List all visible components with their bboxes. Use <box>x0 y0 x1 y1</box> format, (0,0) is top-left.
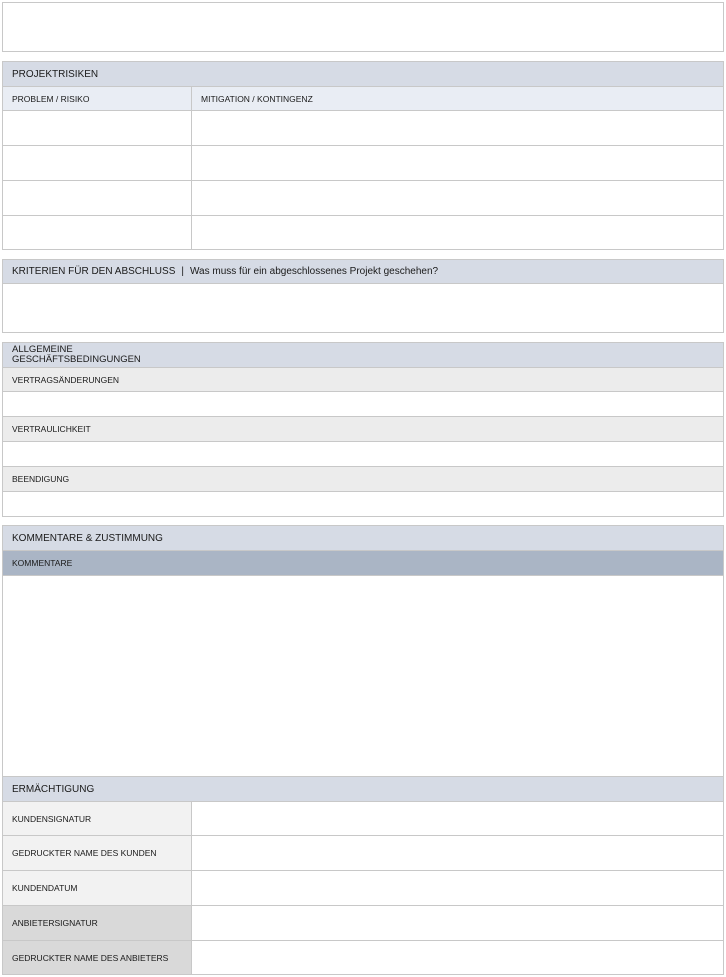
comments-label: KOMMENTARE <box>12 558 73 568</box>
risks-title: PROJEKTRISIKEN <box>12 68 99 80</box>
top-empty-field[interactable] <box>2 2 724 52</box>
confidentiality-label-row <box>2 416 724 442</box>
terms-title-line1: ALLGEMEINE <box>12 344 73 355</box>
risk-mitigation-cell[interactable] <box>192 181 723 215</box>
contract-changes-label: VERTRAGSÄNDERUNGEN <box>12 374 120 385</box>
vendor-printed-name-label: GEDRUCKTER NAME DES ANBIETERS <box>3 941 192 974</box>
contract-changes-label-row <box>2 367 724 392</box>
criteria-section-header <box>2 259 724 284</box>
risk-problem-cell[interactable] <box>3 111 192 145</box>
authorization-section-header <box>2 776 724 802</box>
termination-label: BEENDIGUNG <box>12 474 70 484</box>
vendor-signature-label: ANBIETERSIGNATUR <box>3 906 192 940</box>
criteria-title: KRITERIEN FÜR DEN ABSCHLUSS <box>12 266 176 277</box>
criteria-field[interactable] <box>2 283 724 333</box>
customer-signature-row <box>2 801 724 836</box>
comments-field[interactable] <box>2 575 724 777</box>
risks-section-header <box>2 61 724 87</box>
customer-printed-name-row <box>2 835 724 871</box>
customer-date-row <box>2 870 724 906</box>
confidentiality-field[interactable] <box>2 441 724 467</box>
criteria-question: Was muss für ein abgeschlossenes Projekt geschehen? <box>189 266 439 277</box>
customer-signature-field[interactable] <box>192 802 723 835</box>
risk-mitigation-cell[interactable] <box>192 146 723 180</box>
comments-label-row <box>2 550 724 576</box>
risk-row <box>2 180 724 216</box>
risk-problem-cell[interactable] <box>3 181 192 215</box>
risk-row <box>2 215 724 250</box>
comments-section-header <box>2 525 724 551</box>
customer-date-field[interactable] <box>192 871 723 905</box>
criteria-separator: | <box>181 266 184 277</box>
risk-row <box>2 145 724 181</box>
col-problem-header: PROBLEM / RISIKO <box>3 87 192 110</box>
customer-date-label: KUNDENDATUM <box>3 871 192 905</box>
customer-printed-name-field[interactable] <box>192 836 723 870</box>
vendor-signature-field[interactable] <box>192 906 723 940</box>
comments-title: KOMMENTARE & ZUSTIMMUNG <box>12 532 163 544</box>
termination-field[interactable] <box>2 491 724 517</box>
termination-label-row <box>2 466 724 492</box>
terms-section-header <box>2 342 724 368</box>
customer-signature-label: KUNDENSIGNATUR <box>3 802 192 835</box>
col-mitigation-header: MITIGATION / KONTINGENZ <box>201 93 313 104</box>
risk-mitigation-cell[interactable] <box>192 111 723 145</box>
confidentiality-label: VERTRAULICHKEIT <box>12 424 91 434</box>
authorization-title: ERMÄCHTIGUNG <box>12 783 95 795</box>
risk-row <box>2 110 724 146</box>
vendor-printed-name-field[interactable] <box>192 941 723 974</box>
risks-column-headers <box>2 86 724 111</box>
risk-problem-cell[interactable] <box>3 216 192 249</box>
terms-title-line2: GESCHÄFTSBEDINGUNGEN <box>12 354 141 365</box>
vendor-printed-name-row <box>2 940 724 975</box>
vendor-signature-row <box>2 905 724 941</box>
risk-problem-cell[interactable] <box>3 146 192 180</box>
risk-mitigation-cell[interactable] <box>192 216 723 249</box>
customer-printed-name-label: GEDRUCKTER NAME DES KUNDEN <box>3 836 192 870</box>
contract-changes-field[interactable] <box>2 391 724 417</box>
